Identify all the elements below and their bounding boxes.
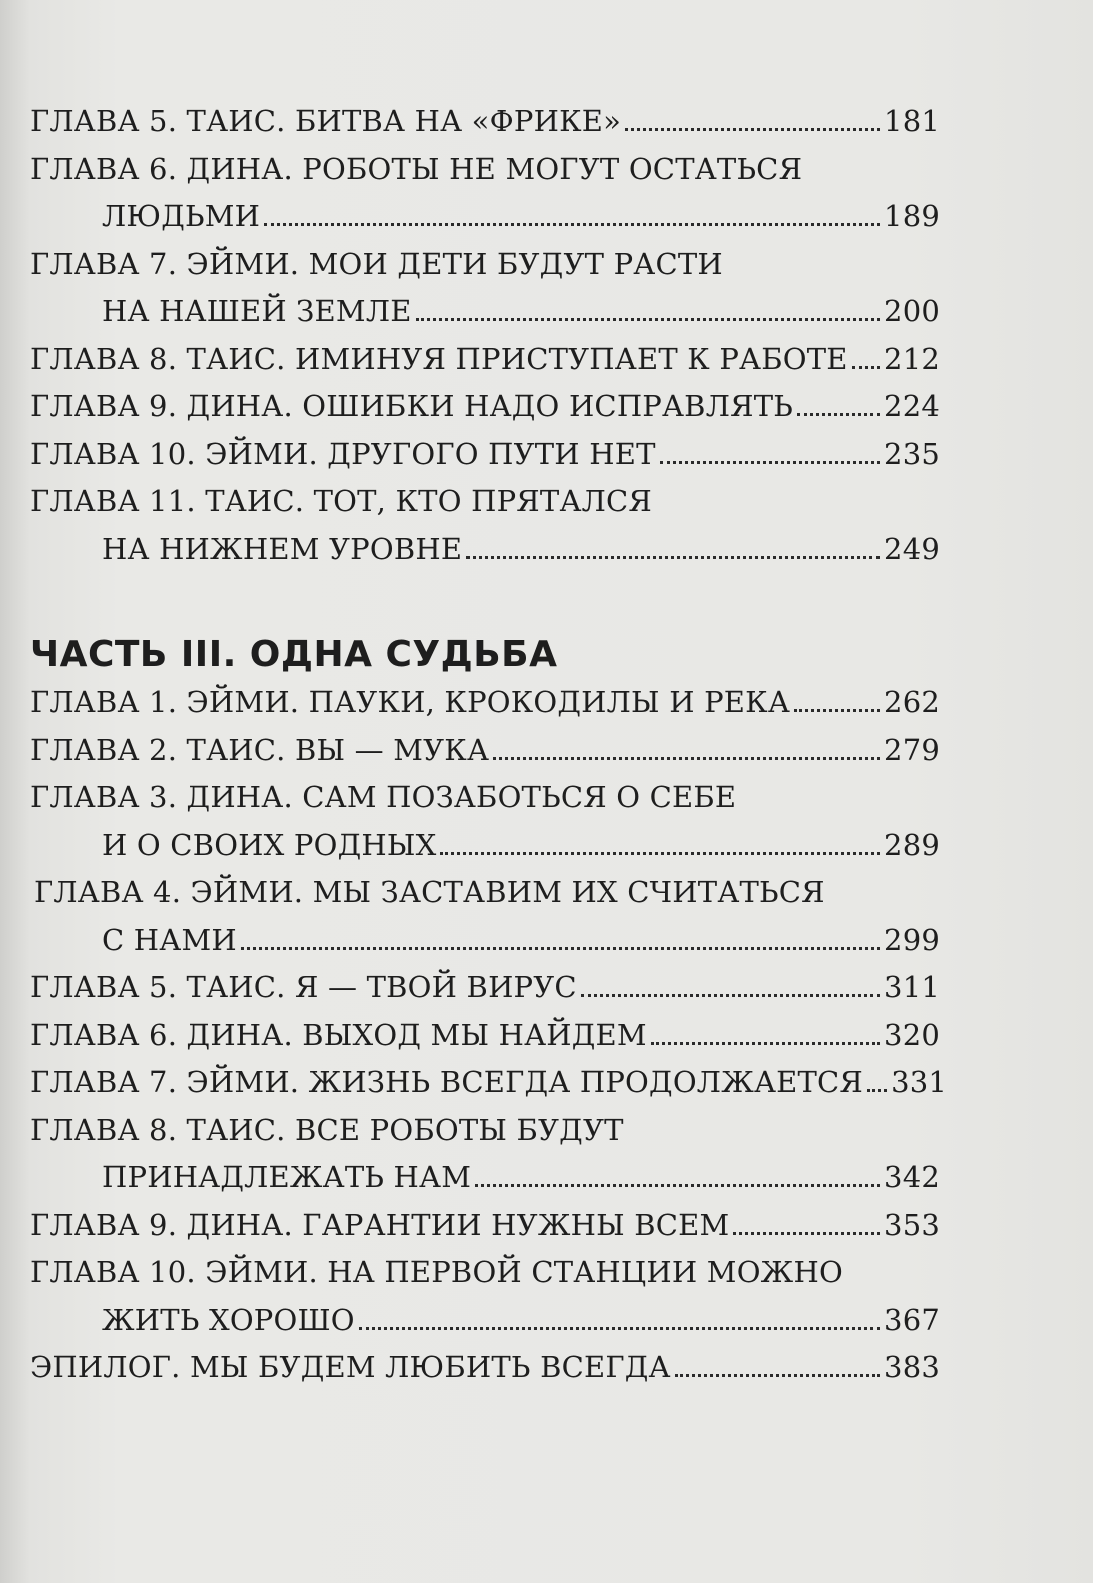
entry-title-line: ГЛАВА 6. ДИНА. РОБОТЫ НЕ МОГУТ ОСТАТЬСЯ	[30, 151, 803, 186]
toc-entry	[30, 1344, 940, 1392]
entry-title: ГЛАВА 6. ДИНА. ВЫХОД МЫ НАЙДЕМ	[30, 1017, 647, 1052]
entry-title: ГЛАВА 5. ТАИС. Я — ТВОЙ ВИРУС	[30, 970, 577, 1004]
toc-entry	[30, 822, 940, 870]
toc-entry	[30, 917, 940, 965]
page-number: 262	[884, 685, 940, 719]
toc-entry	[30, 679, 940, 727]
dot-leader	[264, 223, 880, 226]
toc-entry	[30, 1012, 940, 1060]
entry-title-cont: ПРИНАДЛЕЖАТЬ НАМ	[102, 1160, 472, 1194]
toc-section-top	[30, 98, 940, 573]
page-number: 320	[884, 1017, 940, 1052]
dot-leader	[493, 757, 880, 760]
entry-title-cont: НА НАШЕЙ ЗЕМЛЕ	[102, 294, 412, 328]
dot-leader	[660, 461, 880, 464]
toc-entry	[30, 1297, 940, 1345]
entry-title: ЭПИЛОГ. МЫ БУДЕМ ЛЮБИТЬ ВСЕГДА	[30, 1350, 671, 1384]
dot-leader	[241, 947, 880, 950]
page-number: 181	[884, 104, 940, 138]
dot-leader	[651, 1042, 880, 1045]
dot-leader	[440, 852, 880, 855]
entry-title-line: ГЛАВА 11. ТАИС. ТОТ, КТО ПРЯТАЛСЯ	[30, 484, 653, 518]
dot-leader	[867, 1089, 887, 1092]
dot-leader	[733, 1232, 880, 1235]
toc-section-part3	[30, 679, 948, 1392]
dot-leader	[794, 709, 880, 712]
entry-title-cont: С НАМИ	[102, 922, 237, 957]
page-number: 235	[884, 436, 940, 471]
entry-title: ГЛАВА 1. ЭЙМИ. ПАУКИ, КРОКОДИЛЫ И РЕКА	[30, 685, 790, 719]
toc-entry	[30, 727, 940, 775]
page-number: 289	[884, 827, 940, 862]
entry-title-line: ГЛАВА 10. ЭЙМИ. НА ПЕРВОЙ СТАНЦИИ МОЖНО	[30, 1255, 843, 1289]
page-number: 200	[884, 294, 940, 328]
dot-leader	[797, 413, 880, 416]
entry-title-line: ГЛАВА 8. ТАИС. ВСЕ РОБОТЫ БУДУТ	[30, 1112, 624, 1147]
entry-title: ГЛАВА 10. ЭЙМИ. ДРУГОГО ПУТИ НЕТ	[30, 436, 656, 471]
entry-title: ГЛАВА 9. ДИНА. ГАРАНТИИ НУЖНЫ ВСЕМ	[30, 1207, 730, 1242]
entry-title-cont: ЖИТЬ ХОРОШО	[102, 1302, 355, 1337]
page-number: 367	[884, 1302, 940, 1337]
page-number: 311	[884, 970, 940, 1004]
entry-title-line: ГЛАВА 3. ДИНА. САМ ПОЗАБОТЬСЯ О СЕБЕ	[30, 780, 737, 814]
page-number: 279	[884, 732, 940, 767]
page-number: 383	[884, 1350, 940, 1384]
entry-title-cont: И О СВОИХ РОДНЫХ	[102, 827, 437, 862]
entry-title: ГЛАВА 7. ЭЙМИ. ЖИЗНЬ ВСЕГДА ПРОДОЛЖАЕТСЯ	[30, 1065, 864, 1099]
table-of-contents	[30, 98, 948, 1392]
toc-entry	[30, 336, 940, 384]
page-number: 224	[884, 389, 940, 423]
toc-entry	[30, 1202, 940, 1250]
page-number: 299	[884, 922, 940, 957]
toc-entry	[30, 98, 940, 146]
entry-title-line: ГЛАВА 7. ЭЙМИ. МОИ ДЕТИ БУДУТ РАСТИ	[30, 246, 723, 281]
entry-title-cont: НА НИЖНЕМ УРОВНЕ	[102, 531, 463, 566]
dot-leader	[475, 1184, 880, 1187]
entry-title: ГЛАВА 2. ТАИС. ВЫ — МУКА	[30, 732, 490, 767]
dot-leader	[852, 366, 880, 369]
dot-leader	[581, 994, 880, 997]
dot-leader	[466, 556, 880, 559]
entry-title: ГЛАВА 5. ТАИС. БИТВА НА «ФРИКЕ»	[30, 104, 622, 138]
toc-entry	[30, 964, 940, 1012]
entry-title-line: ГЛАВА 4. ЭЙМИ. МЫ ЗАСТАВИМ ИХ СЧИТАТЬСЯ	[34, 875, 825, 909]
toc-entry	[30, 193, 940, 241]
dot-leader	[675, 1374, 880, 1377]
page-number: 342	[884, 1160, 940, 1194]
page-number: 353	[884, 1207, 940, 1242]
entry-title: ГЛАВА 8. ТАИС. ИМИНУЯ ПРИСТУПАЕТ К РАБОТЕ	[30, 341, 848, 376]
page-number: 212	[884, 341, 940, 376]
toc-entry	[30, 1154, 940, 1202]
page-number: 189	[884, 199, 940, 233]
toc-entry	[30, 431, 940, 479]
part-heading: ЧАСТЬ III. ОДНА СУДЬБА	[30, 634, 558, 675]
toc-entry	[30, 526, 940, 574]
entry-title: ГЛАВА 9. ДИНА. ОШИБКИ НАДО ИСПРАВЛЯТЬ	[30, 389, 793, 423]
toc-entry	[30, 1059, 948, 1107]
entry-title-cont: ЛЮДЬМИ	[102, 199, 261, 233]
toc-entry	[30, 288, 940, 336]
dot-leader	[625, 128, 880, 131]
page-number: 249	[884, 531, 940, 566]
dot-leader	[416, 318, 880, 321]
dot-leader	[359, 1327, 880, 1330]
toc-entry	[30, 383, 940, 431]
page-number: 331	[891, 1065, 948, 1099]
